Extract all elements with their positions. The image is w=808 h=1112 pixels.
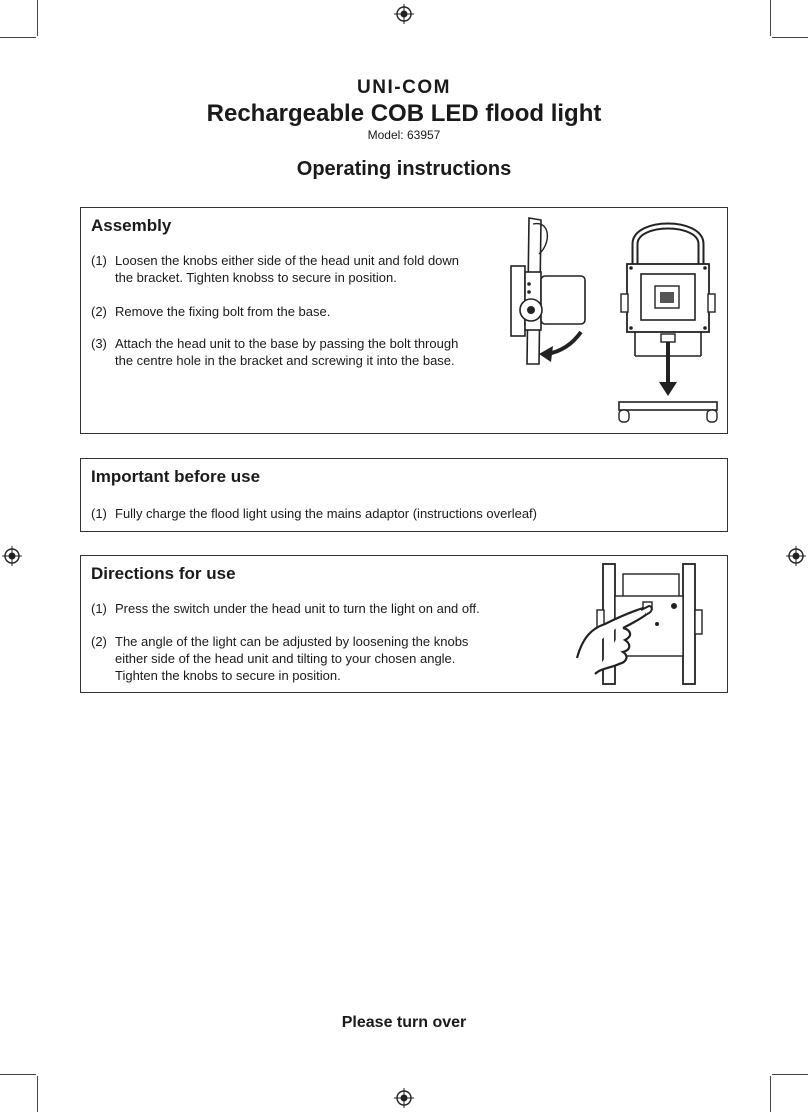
footer-note: Please turn over xyxy=(341,1014,467,1031)
directions-step-2 xyxy=(91,633,468,684)
step-number: (1) xyxy=(91,253,107,268)
assembly-step-2 xyxy=(91,303,330,320)
step-number: (3) xyxy=(91,336,107,351)
flood-light-front-view-illustration xyxy=(613,216,723,426)
step-number: (1) xyxy=(91,601,107,616)
registration-mark-icon xyxy=(2,546,22,566)
important-box xyxy=(80,458,728,532)
bracket-side-view-illustration xyxy=(501,214,611,374)
step-text: Fully charge the flood light using the mains adaptor (instructions overleaf) xyxy=(115,506,537,521)
step-number: (1) xyxy=(91,506,107,521)
registration-mark-icon xyxy=(394,1088,414,1108)
step-text: Remove the fixing bolt from the base. xyxy=(115,304,331,319)
step-text: The angle of the light can be adjusted by loosening the knobs either side of the head unit and tilting to your chosen angle. Tighten the knobs to secure in position. xyxy=(115,634,469,683)
section-heading: Operating instructions xyxy=(296,158,512,180)
brand-logo: UNI-COM xyxy=(357,77,451,98)
assembly-box xyxy=(80,207,728,434)
crop-mark xyxy=(770,1076,771,1112)
registration-mark-icon xyxy=(786,546,806,566)
directions-box xyxy=(80,555,728,693)
assembly-step-3 xyxy=(91,335,458,369)
crop-mark xyxy=(772,37,808,38)
page-title: Rechargeable COB LED flood light xyxy=(206,100,602,127)
assembly-heading: Assembly xyxy=(91,216,172,235)
assembly-step-1 xyxy=(91,252,459,286)
crop-mark xyxy=(37,1076,38,1112)
step-number: (2) xyxy=(91,304,107,319)
step-text: Attach the head unit to the base by passing the bolt through the centre hole in the bracket and screwing it into the base. xyxy=(115,336,459,368)
step-number: (2) xyxy=(91,634,107,649)
registration-mark-icon xyxy=(394,4,414,24)
directions-step-1 xyxy=(91,600,480,617)
crop-mark xyxy=(770,0,771,36)
crop-mark xyxy=(0,37,36,38)
hand-press-switch-illustration xyxy=(571,562,721,688)
important-step-1 xyxy=(91,505,537,522)
important-heading: Important before use xyxy=(91,467,261,486)
crop-mark xyxy=(772,1074,808,1075)
crop-mark xyxy=(37,0,38,36)
crop-mark xyxy=(0,1074,36,1075)
model-number: Model: 63957 xyxy=(367,128,441,142)
step-text: Loosen the knobs either side of the head unit and fold down the bracket. Tighten knobss to secure in position. xyxy=(115,253,460,285)
directions-heading: Directions for use xyxy=(91,564,236,583)
step-text: Press the switch under the head unit to turn the light on and off. xyxy=(115,601,480,616)
